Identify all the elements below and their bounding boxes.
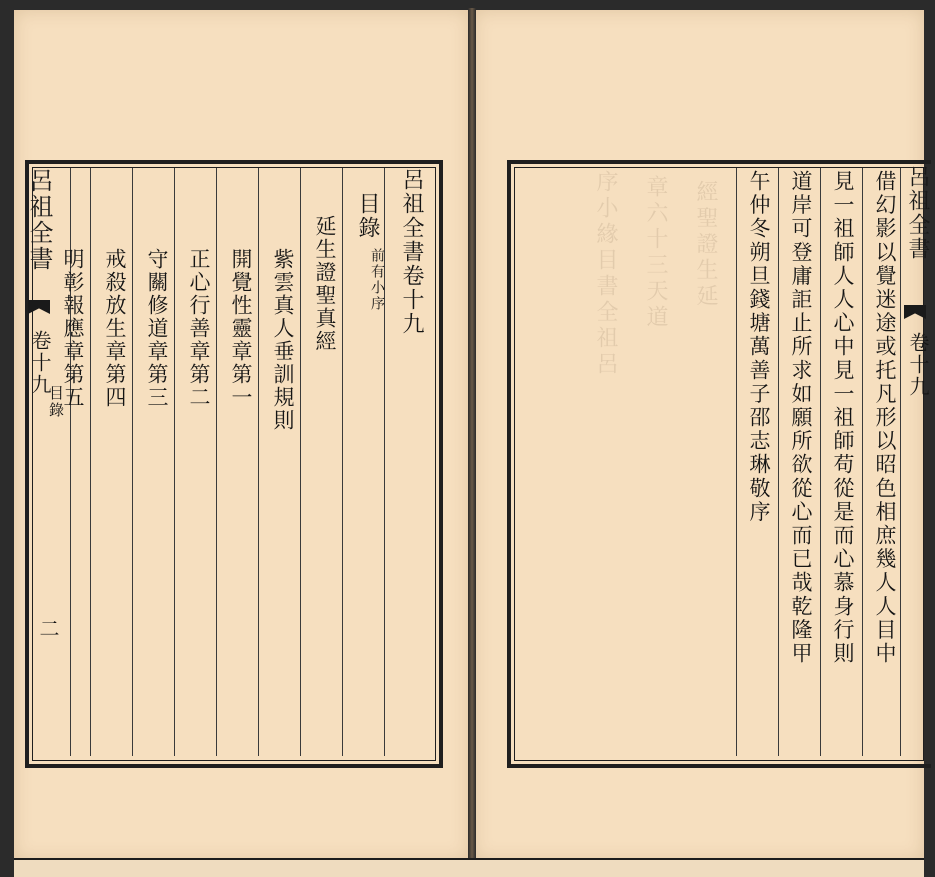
margin-page-number: 二 xyxy=(36,618,60,640)
contents-note: 前有小序 xyxy=(369,248,385,312)
toc-entry: 守關修道章第三 xyxy=(145,248,169,409)
bleed-through-text: 章六十三天道 xyxy=(643,175,668,331)
toc-entry: 正心行善章第二 xyxy=(187,248,211,409)
column-rule xyxy=(342,168,343,756)
preface-column: 午仲冬朔旦錢塘萬善子邵志琳敬序 xyxy=(747,170,771,524)
column-rule xyxy=(300,168,301,756)
right-frame xyxy=(507,160,931,768)
margin-section-label: 目錄 xyxy=(47,385,65,419)
preface-column: 借幻影以覺迷途或托凡形以昭色相庶幾人人目中 xyxy=(873,170,897,666)
column-rule xyxy=(132,168,133,756)
column-rule xyxy=(778,168,779,756)
column-rule xyxy=(258,168,259,756)
contents-heading: 目錄 xyxy=(355,192,380,240)
toc-entry: 明彰報應章第五 xyxy=(61,248,85,409)
preface-column: 見一祖師人人心中見一祖師苟從是而心慕身行則 xyxy=(831,170,855,666)
book-spine xyxy=(468,8,476,858)
column-rule xyxy=(820,168,821,756)
volume-title: 呂祖全書卷十九 xyxy=(399,168,424,336)
scripture-title: 延生證聖真經 xyxy=(313,215,337,353)
bleed-through-text: 經聖證生延 xyxy=(693,180,718,310)
column-rule xyxy=(90,168,91,756)
margin-volume-label: 卷十九 xyxy=(906,332,930,398)
toc-entry: 戒殺放生章第四 xyxy=(103,248,127,409)
column-rule xyxy=(736,168,737,756)
column-rule xyxy=(862,168,863,756)
bleed-through-text: 序小緣目書全祖呂 xyxy=(593,170,618,378)
margin-book-title: 呂祖全書 xyxy=(905,165,930,261)
column-rule xyxy=(900,168,901,756)
next-page-edge xyxy=(14,858,924,877)
toc-entry: 開覺性靈章第一 xyxy=(229,248,253,409)
preface-column: 道岸可登庸詎止所求如願所欲從心而已哉乾隆甲 xyxy=(789,170,813,666)
margin-volume-label: 卷十九 xyxy=(28,330,52,396)
toc-entry: 紫雲真人垂訓規則 xyxy=(271,248,295,432)
margin-book-title: 呂祖全書 xyxy=(25,168,53,272)
column-rule xyxy=(174,168,175,756)
column-rule xyxy=(216,168,217,756)
